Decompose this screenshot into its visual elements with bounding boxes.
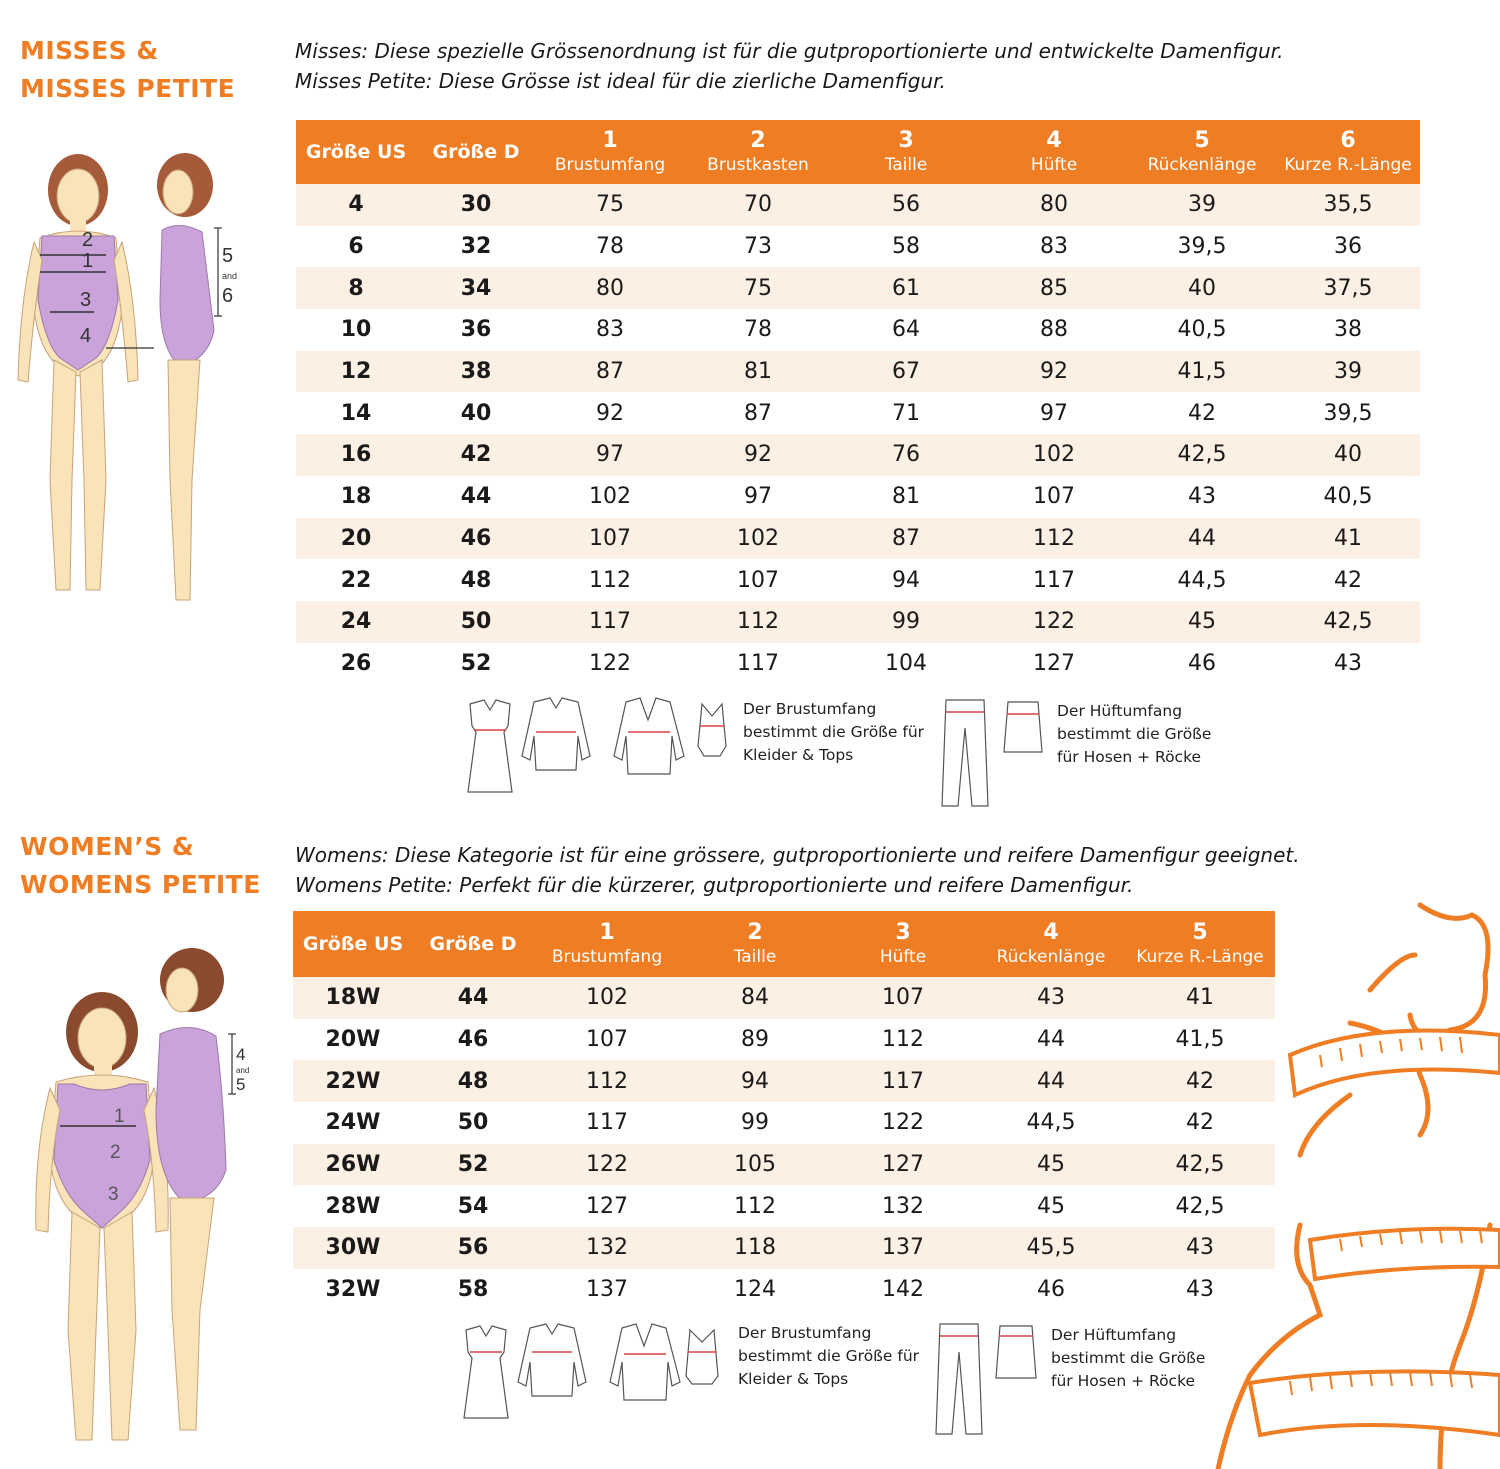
womens-header-us: Größe US <box>293 911 413 977</box>
measurement-cell: 112 <box>684 601 832 643</box>
size-de-cell: 32 <box>416 226 536 268</box>
vest-icon <box>698 704 726 756</box>
measurement-cell: 41,5 <box>1125 1019 1275 1061</box>
measurement-cell: 88 <box>980 309 1128 351</box>
measurement-cell: 45 <box>977 1144 1125 1186</box>
measurement-cell: 40,5 <box>1276 476 1420 518</box>
measurement-cell: 102 <box>533 977 681 1019</box>
misses-header-row <box>296 120 1420 184</box>
measurement-cell: 122 <box>536 643 684 685</box>
misses-header-col5-num: 5 <box>1194 128 1210 153</box>
measurement-cell: 78 <box>536 226 684 268</box>
measurement-cell: 84 <box>681 977 829 1019</box>
misses-table-body <box>296 184 1420 684</box>
misses-header-col6 <box>1276 120 1420 184</box>
measurement-cell: 107 <box>829 977 977 1019</box>
blouse-icon <box>522 698 590 770</box>
measurement-cell: 58 <box>832 226 980 268</box>
misses-header-us: Größe US <box>296 120 416 184</box>
trousers-icon <box>942 700 988 806</box>
measurement-cell: 45 <box>1128 601 1276 643</box>
measurement-cell: 39,5 <box>1128 226 1276 268</box>
measurement-cell: 40,5 <box>1128 309 1276 351</box>
measurement-cell: 46 <box>1128 643 1276 685</box>
measurement-cell: 39 <box>1276 351 1420 393</box>
misses-front-figure <box>18 154 154 590</box>
measurement-cell: 61 <box>832 267 980 309</box>
measurement-cell: 75 <box>684 267 832 309</box>
table-row <box>296 351 1420 393</box>
measurement-cell: 43 <box>1276 643 1420 685</box>
trousers-icon <box>936 1324 982 1434</box>
size-de-cell: 54 <box>413 1185 533 1227</box>
size-us-cell: 30W <box>293 1227 413 1269</box>
measurement-cell: 97 <box>684 476 832 518</box>
measurement-cell: 127 <box>829 1144 977 1186</box>
measurement-cell: 117 <box>684 643 832 685</box>
womens-bust-note-line3: Kleider & Tops <box>738 1370 849 1388</box>
measurement-cell: 44 <box>977 1019 1125 1061</box>
misses-title-line1: MISSES & <box>20 36 159 65</box>
size-us-cell: 4 <box>296 184 416 226</box>
size-de-cell: 46 <box>416 518 536 560</box>
womens-table-body <box>293 977 1275 1311</box>
womens-bust-note <box>738 1322 919 1391</box>
womens-header-col3-label: Hüfte <box>879 947 927 967</box>
womens-header-col1 <box>533 911 681 977</box>
misses-title <box>20 32 235 108</box>
misses-header-col5 <box>1128 120 1276 184</box>
womens-header-de: Größe D <box>413 911 533 977</box>
measurement-cell: 83 <box>536 309 684 351</box>
measurement-cell: 44,5 <box>1128 559 1276 601</box>
size-de-cell: 50 <box>413 1102 533 1144</box>
measurement-cell: 85 <box>980 267 1128 309</box>
misses-header-col1 <box>536 120 684 184</box>
measurement-cell: 71 <box>832 392 980 434</box>
measurement-cell: 39 <box>1128 184 1276 226</box>
measurement-cell: 102 <box>536 476 684 518</box>
measurement-cell: 92 <box>980 351 1128 393</box>
measurement-cell: 42 <box>1276 559 1420 601</box>
table-row <box>293 1144 1275 1186</box>
measurement-cell: 132 <box>533 1227 681 1269</box>
size-de-cell: 40 <box>416 392 536 434</box>
measurement-cell: 102 <box>684 518 832 560</box>
measurement-cell: 75 <box>536 184 684 226</box>
womens-top-garments <box>446 1322 730 1422</box>
misses-desc-line1: Misses: Diese spezielle Grössenordnung ist für die gutproportionierte und entwickelte Damenfigur. <box>295 39 1284 63</box>
measurement-cell: 41 <box>1125 977 1275 1019</box>
table-row <box>296 559 1420 601</box>
blouse-icon <box>518 1324 586 1396</box>
measurement-cell: 43 <box>1128 476 1276 518</box>
jacket-icon <box>614 698 684 774</box>
measurement-cell: 36 <box>1276 226 1420 268</box>
size-de-cell: 46 <box>413 1019 533 1061</box>
measurement-cell: 117 <box>536 601 684 643</box>
measurement-cell: 117 <box>533 1102 681 1144</box>
measurement-cell: 92 <box>684 434 832 476</box>
misses-description <box>295 36 1283 96</box>
measurement-cell: 137 <box>829 1227 977 1269</box>
misses-figure-label-1: 1 <box>82 250 94 272</box>
measurement-cell: 44,5 <box>977 1102 1125 1144</box>
womens-hip-note-line3: für Hosen + Röcke <box>1051 1372 1196 1390</box>
misses-hip-note-line3: für Hosen + Röcke <box>1057 748 1202 766</box>
size-us-cell: 18W <box>293 977 413 1019</box>
size-us-cell: 24W <box>293 1102 413 1144</box>
womens-header-col4-label: Rückenlänge <box>996 947 1106 967</box>
size-de-cell: 58 <box>413 1269 533 1311</box>
womens-description <box>295 840 1300 900</box>
misses-bust-note-line2: bestimmt die Größe für <box>743 723 925 741</box>
size-de-cell: 56 <box>413 1227 533 1269</box>
measurement-cell: 64 <box>832 309 980 351</box>
size-us-cell: 22 <box>296 559 416 601</box>
measurement-cell: 41 <box>1276 518 1420 560</box>
table-row <box>293 1060 1275 1102</box>
measurement-cell: 42,5 <box>1128 434 1276 476</box>
measurement-cell: 112 <box>681 1185 829 1227</box>
measurement-cell: 122 <box>829 1102 977 1144</box>
measurement-cell: 112 <box>536 559 684 601</box>
womens-header-col1-num: 1 <box>599 920 615 945</box>
measurement-cell: 117 <box>980 559 1128 601</box>
jacket-icon <box>610 1324 680 1400</box>
measurement-cell: 44 <box>977 1060 1125 1102</box>
measurement-cell: 107 <box>980 476 1128 518</box>
measurement-cell: 56 <box>832 184 980 226</box>
size-de-cell: 48 <box>416 559 536 601</box>
womens-figure-illustration <box>20 950 260 1450</box>
womens-figure-label-5: 5 <box>236 1075 246 1094</box>
measurement-cell: 76 <box>832 434 980 476</box>
misses-header-col5-label: Rückenlänge <box>1147 155 1257 175</box>
measurement-cell: 107 <box>533 1019 681 1061</box>
measurement-cell: 97 <box>980 392 1128 434</box>
measurement-cell: 112 <box>533 1060 681 1102</box>
measurement-cell: 40 <box>1276 434 1420 476</box>
measurement-cell: 105 <box>681 1144 829 1186</box>
measurement-cell: 42 <box>1128 392 1276 434</box>
size-de-cell: 48 <box>413 1060 533 1102</box>
womens-figure-label-3: 3 <box>108 1184 119 1205</box>
womens-header-col4 <box>977 911 1125 977</box>
misses-figure-label-2: 2 <box>82 229 94 251</box>
dress-icon <box>464 1326 508 1418</box>
measurement-cell: 42 <box>1125 1060 1275 1102</box>
measurement-cell: 112 <box>829 1019 977 1061</box>
measurement-cell: 78 <box>684 309 832 351</box>
table-row <box>293 1185 1275 1227</box>
table-row <box>296 518 1420 560</box>
misses-header-col4-num: 4 <box>1046 128 1062 153</box>
measuring-tape-icon <box>1250 1031 1500 1436</box>
measurement-cell: 46 <box>977 1269 1125 1311</box>
size-us-cell: 26 <box>296 643 416 685</box>
measurement-cell: 122 <box>980 601 1128 643</box>
misses-bust-note-line1: Der Brustumfang <box>743 700 877 718</box>
womens-hip-note-line2: bestimmt die Größe <box>1051 1349 1206 1367</box>
womens-hip-note <box>1051 1324 1205 1393</box>
measurement-cell: 81 <box>684 351 832 393</box>
womens-header-col3-num: 3 <box>895 920 911 945</box>
table-row <box>296 309 1420 351</box>
size-us-cell: 24 <box>296 601 416 643</box>
table-row <box>296 267 1420 309</box>
misses-figure-label-6: 6 <box>222 285 234 307</box>
measurement-cell: 87 <box>832 518 980 560</box>
size-de-cell: 34 <box>416 267 536 309</box>
misses-figure-label-5: 5 <box>222 245 234 267</box>
size-de-cell: 44 <box>416 476 536 518</box>
misses-top-garments <box>450 696 730 796</box>
measurement-cell: 83 <box>980 226 1128 268</box>
womens-figure-label-and: and <box>236 1066 250 1075</box>
size-us-cell: 16 <box>296 434 416 476</box>
misses-bust-note-line3: Kleider & Tops <box>743 746 854 764</box>
misses-desc-line2: Misses Petite: Diese Grösse ist ideal für die zierliche Damenfigur. <box>295 69 946 93</box>
measurement-cell: 99 <box>832 601 980 643</box>
measurement-cell: 132 <box>829 1185 977 1227</box>
vest-icon <box>686 1330 718 1384</box>
measurement-cell: 45 <box>977 1185 1125 1227</box>
table-row <box>293 1019 1275 1061</box>
measurement-cell: 107 <box>536 518 684 560</box>
size-de-cell: 52 <box>413 1144 533 1186</box>
measurement-cell: 137 <box>533 1269 681 1311</box>
measurement-cell: 87 <box>684 392 832 434</box>
measurement-cell: 38 <box>1276 309 1420 351</box>
misses-side-figure <box>157 153 214 600</box>
measurement-cell: 112 <box>980 518 1128 560</box>
misses-header-col3-num: 3 <box>898 128 914 153</box>
womens-front-figure <box>36 992 168 1440</box>
measurement-cell: 99 <box>681 1102 829 1144</box>
measurement-cell: 44 <box>1128 518 1276 560</box>
misses-header-col2-label: Brustkasten <box>707 155 809 175</box>
size-de-cell: 42 <box>416 434 536 476</box>
measurement-cell: 104 <box>832 643 980 685</box>
misses-header-col1-num: 1 <box>602 128 618 153</box>
skirt-icon <box>996 1326 1036 1378</box>
size-de-cell: 30 <box>416 184 536 226</box>
misses-header-col2-num: 2 <box>750 128 766 153</box>
measurement-cell: 39,5 <box>1276 392 1420 434</box>
table-row <box>296 434 1420 476</box>
womens-desc-line1: Womens: Diese Kategorie ist für eine grössere, gutproportionierte und reifere Damenfigur geeignet. <box>295 843 1300 867</box>
measurement-cell: 45,5 <box>977 1227 1125 1269</box>
misses-bust-note <box>743 698 924 767</box>
measurement-cell: 43 <box>1125 1269 1275 1311</box>
misses-hip-note-line1: Der Hüftumfang <box>1057 702 1183 720</box>
table-row <box>296 184 1420 226</box>
misses-figure-label-4: 4 <box>80 325 92 347</box>
table-row <box>293 1102 1275 1144</box>
womens-bust-note-line1: Der Brustumfang <box>738 1324 872 1342</box>
measurement-cell: 94 <box>681 1060 829 1102</box>
table-row <box>293 1269 1275 1311</box>
measurement-cell: 42,5 <box>1125 1185 1275 1227</box>
measurement-cell: 43 <box>977 977 1125 1019</box>
measurement-cell: 107 <box>684 559 832 601</box>
measurement-cell: 92 <box>536 392 684 434</box>
measurement-cell: 117 <box>829 1060 977 1102</box>
measurement-cell: 102 <box>980 434 1128 476</box>
size-us-cell: 20W <box>293 1019 413 1061</box>
skirt-icon <box>1004 702 1042 752</box>
womens-header-col4-num: 4 <box>1043 920 1059 945</box>
measurement-cell: 89 <box>681 1019 829 1061</box>
size-de-cell: 36 <box>416 309 536 351</box>
size-us-cell: 18 <box>296 476 416 518</box>
womens-header-col5-label: Kurze R.-Länge <box>1136 947 1264 967</box>
misses-figure-label-3: 3 <box>80 289 92 311</box>
womens-size-table <box>293 911 1275 1311</box>
misses-header-col4-label: Hüfte <box>1030 155 1078 175</box>
measurement-cell: 37,5 <box>1276 267 1420 309</box>
misses-title-line2: MISSES PETITE <box>20 74 236 103</box>
misses-figure-label-and: and <box>222 271 238 281</box>
measurement-cell: 124 <box>681 1269 829 1311</box>
size-us-cell: 20 <box>296 518 416 560</box>
size-de-cell: 38 <box>416 351 536 393</box>
misses-header-col1-label: Brustumfang <box>554 155 666 175</box>
womens-header-col2-label: Taille <box>733 947 777 967</box>
measurement-cell: 80 <box>980 184 1128 226</box>
misses-hip-note <box>1057 700 1211 769</box>
size-us-cell: 22W <box>293 1060 413 1102</box>
misses-header-col3 <box>832 120 980 184</box>
table-row <box>296 601 1420 643</box>
measurement-cell: 142 <box>829 1269 977 1311</box>
measurement-cell: 42,5 <box>1276 601 1420 643</box>
measurement-cell: 94 <box>832 559 980 601</box>
table-row <box>296 643 1420 685</box>
misses-figure-illustration <box>10 150 250 615</box>
table-row <box>296 226 1420 268</box>
measurement-cell: 118 <box>681 1227 829 1269</box>
table-row <box>296 392 1420 434</box>
womens-hip-note-line1: Der Hüftumfang <box>1051 1326 1177 1344</box>
measurement-cell: 35,5 <box>1276 184 1420 226</box>
misses-bottom-garments <box>940 698 1050 810</box>
womens-bust-note-line2: bestimmt die Größe für <box>738 1347 920 1365</box>
dress-icon <box>468 700 512 792</box>
table-row <box>296 476 1420 518</box>
womens-figure-label-2: 2 <box>110 1142 121 1163</box>
measurement-cell: 87 <box>536 351 684 393</box>
misses-header-col6-num: 6 <box>1340 128 1356 153</box>
size-us-cell: 10 <box>296 309 416 351</box>
womens-title-line1: WOMEN’S & <box>20 832 195 861</box>
measurement-cell: 80 <box>536 267 684 309</box>
measurement-cell: 42 <box>1125 1102 1275 1144</box>
size-de-cell: 44 <box>413 977 533 1019</box>
measurement-cell: 122 <box>533 1144 681 1186</box>
measurement-cell: 127 <box>533 1185 681 1227</box>
dress-form-illustration <box>1210 895 1500 1469</box>
measurement-cell: 81 <box>832 476 980 518</box>
misses-hip-note-line2: bestimmt die Größe <box>1057 725 1212 743</box>
size-us-cell: 32W <box>293 1269 413 1311</box>
size-us-cell: 26W <box>293 1144 413 1186</box>
measurement-cell: 43 <box>1125 1227 1275 1269</box>
womens-title-line2: WOMENS PETITE <box>20 870 261 899</box>
measurement-cell: 70 <box>684 184 832 226</box>
womens-bottom-garments <box>934 1322 1044 1438</box>
womens-header-row <box>293 911 1275 977</box>
size-us-cell: 8 <box>296 267 416 309</box>
size-us-cell: 28W <box>293 1185 413 1227</box>
size-us-cell: 14 <box>296 392 416 434</box>
measurement-cell: 127 <box>980 643 1128 685</box>
womens-header-col2 <box>681 911 829 977</box>
womens-title <box>20 828 261 904</box>
size-de-cell: 50 <box>416 601 536 643</box>
measurement-cell: 40 <box>1128 267 1276 309</box>
womens-figure-label-4: 4 <box>236 1045 246 1064</box>
misses-header-col6-label: Kurze R.-Länge <box>1284 155 1412 175</box>
misses-size-table <box>296 120 1420 684</box>
misses-header-de: Größe D <box>416 120 536 184</box>
table-row <box>293 977 1275 1019</box>
misses-header-col2 <box>684 120 832 184</box>
measurement-cell: 73 <box>684 226 832 268</box>
measurement-cell: 97 <box>536 434 684 476</box>
table-row <box>293 1227 1275 1269</box>
size-de-cell: 52 <box>416 643 536 685</box>
misses-header-col4 <box>980 120 1128 184</box>
womens-header-col5-num: 5 <box>1192 920 1208 945</box>
misses-header-col3-label: Taille <box>884 155 928 175</box>
womens-figure-label-1: 1 <box>114 1106 125 1127</box>
measurement-cell: 41,5 <box>1128 351 1276 393</box>
womens-header-col3 <box>829 911 977 977</box>
size-us-cell: 12 <box>296 351 416 393</box>
womens-desc-line2: Womens Petite: Perfekt für die kürzerer, gutproportionierte und reifere Damenfigur. <box>295 873 1134 897</box>
measurement-cell: 67 <box>832 351 980 393</box>
size-us-cell: 6 <box>296 226 416 268</box>
womens-header-col1-label: Brustumfang <box>551 947 663 967</box>
womens-header-col2-num: 2 <box>747 920 763 945</box>
measurement-cell: 42,5 <box>1125 1144 1275 1186</box>
